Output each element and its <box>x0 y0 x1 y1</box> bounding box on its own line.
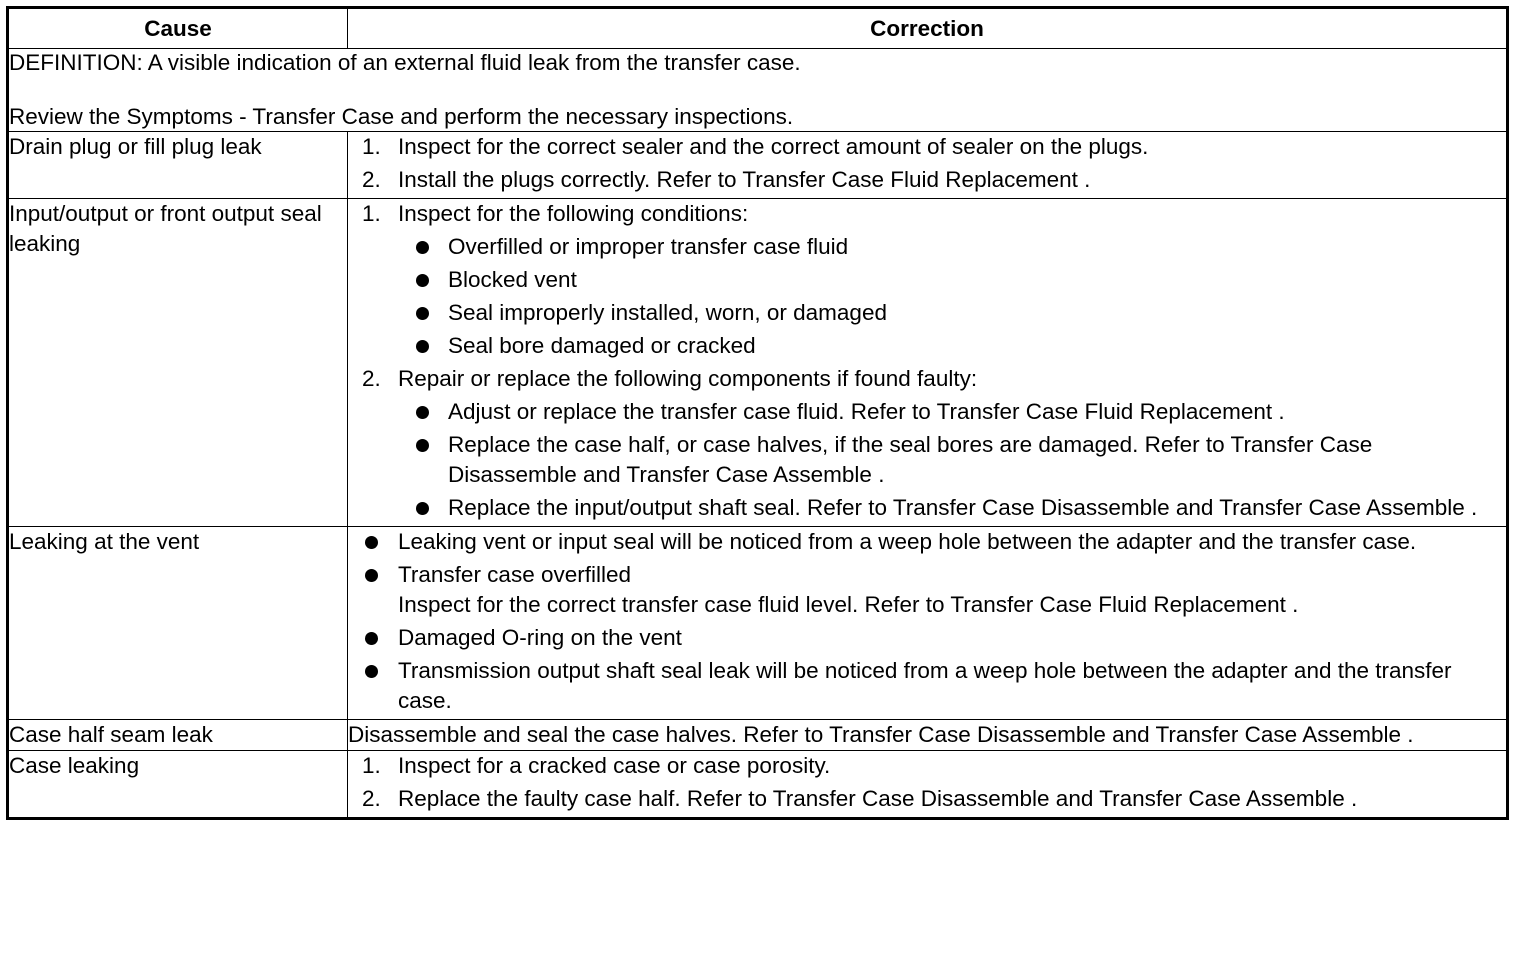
bullet-text: Damaged O-ring on the vent <box>398 625 682 650</box>
bullet-item <box>348 430 1506 490</box>
numbered-step <box>348 751 1506 781</box>
bullet-item <box>348 232 1506 262</box>
bullet-icon <box>416 241 429 254</box>
step-text: Inspect for the correct sealer and the correct amount of sealer on the plugs. <box>398 134 1149 159</box>
bullet-item <box>348 623 1506 653</box>
correction-cell <box>348 199 1508 527</box>
diagnostic-table <box>6 6 1509 820</box>
step-text: Inspect for a cracked case or case porosity. <box>398 753 831 778</box>
bullet-icon <box>416 307 429 320</box>
step-text: Repair or replace the following components if found faulty: <box>398 366 978 391</box>
bullet-item <box>348 331 1506 361</box>
cause-cell: Drain plug or fill plug leak <box>8 132 348 199</box>
numbered-step <box>348 364 1506 394</box>
definition-cell <box>8 49 1508 132</box>
table-row <box>8 527 1508 720</box>
bullet-item <box>348 397 1506 427</box>
step-number: 1. <box>362 134 381 159</box>
bullet-icon <box>365 665 378 678</box>
bullet-icon <box>365 569 378 582</box>
table-row <box>8 132 1508 199</box>
step-text: Install the plugs correctly. Refer to Transfer Case Fluid Replacement . <box>398 167 1091 192</box>
table-row <box>8 199 1508 527</box>
bullet-icon <box>416 502 429 515</box>
numbered-step <box>348 199 1506 229</box>
bullet-item <box>348 265 1506 295</box>
bullet-text: Adjust or replace the transfer case fluid. Refer to Transfer Case Fluid Replacement . <box>448 399 1285 424</box>
step-text: Replace the faulty case half. Refer to Transfer Case Disassemble and Transfer Case Assemble . <box>398 786 1358 811</box>
review-text: Review the Symptoms - Transfer Case and perform the necessary inspections. <box>9 104 794 129</box>
step-number: 1. <box>362 201 381 226</box>
step-number: 1. <box>362 753 381 778</box>
bullet-item <box>348 560 1506 620</box>
definition-row <box>8 49 1508 132</box>
bullet-text: Transmission output shaft seal leak will be noticed from a weep hole between the adapter and the transfer case. <box>398 658 1452 713</box>
bullet-item <box>348 527 1506 557</box>
bullet-icon <box>365 632 378 645</box>
cause-cell: Case half seam leak <box>8 720 348 751</box>
step-number: 2. <box>362 786 381 811</box>
table-row <box>8 751 1508 819</box>
bullet-text: Transfer case overfilled <box>398 562 632 587</box>
bullet-text: Overfilled or improper transfer case fluid <box>448 234 849 259</box>
definition-text: DEFINITION: A visible indication of an external fluid leak from the transfer case. <box>9 50 801 75</box>
bullet-item <box>348 493 1506 523</box>
correction-cell <box>348 751 1508 819</box>
bullet-text: Replace the input/output shaft seal. Refer to Transfer Case Disassemble and Transfer Case Assemble . <box>448 495 1478 520</box>
correction-cell <box>348 527 1508 720</box>
bullet-item <box>348 656 1506 716</box>
header-correction: Correction <box>348 8 1508 49</box>
numbered-step <box>348 165 1506 195</box>
bullet-icon <box>416 439 429 452</box>
bullet-text: Seal improperly installed, worn, or damaged <box>448 300 887 325</box>
step-text: Inspect for the following conditions: <box>398 201 749 226</box>
header-row <box>8 8 1508 49</box>
bullet-text: Leaking vent or input seal will be noticed from a weep hole between the adapter and the transfer case. <box>398 529 1417 554</box>
bullet-icon <box>416 340 429 353</box>
cause-cell: Leaking at the vent <box>8 527 348 720</box>
header-cause: Cause <box>8 8 348 49</box>
bullet-text: Replace the case half, or case halves, if the seal bores are damaged. Refer to Transfer Case Disassemble and Transfer Case Assemble . <box>448 432 1373 487</box>
bullet-extra-text: Inspect for the correct transfer case fluid level. Refer to Transfer Case Fluid Replacement . <box>398 592 1299 617</box>
cause-cell: Case leaking <box>8 751 348 819</box>
step-number: 2. <box>362 167 381 192</box>
numbered-step <box>348 132 1506 162</box>
cause-cell: Input/output or front output seal leaking <box>8 199 348 527</box>
table-row <box>8 720 1508 751</box>
bullet-icon <box>416 274 429 287</box>
bullet-icon <box>416 406 429 419</box>
bullet-item <box>348 298 1506 328</box>
bullet-text: Blocked vent <box>448 267 577 292</box>
correction-cell: Disassemble and seal the case halves. Refer to Transfer Case Disassemble and Transfer Case Assemble . <box>348 720 1508 751</box>
numbered-step <box>348 784 1506 814</box>
correction-cell <box>348 132 1508 199</box>
bullet-icon <box>365 536 378 549</box>
step-number: 2. <box>362 366 381 391</box>
bullet-text: Seal bore damaged or cracked <box>448 333 756 358</box>
